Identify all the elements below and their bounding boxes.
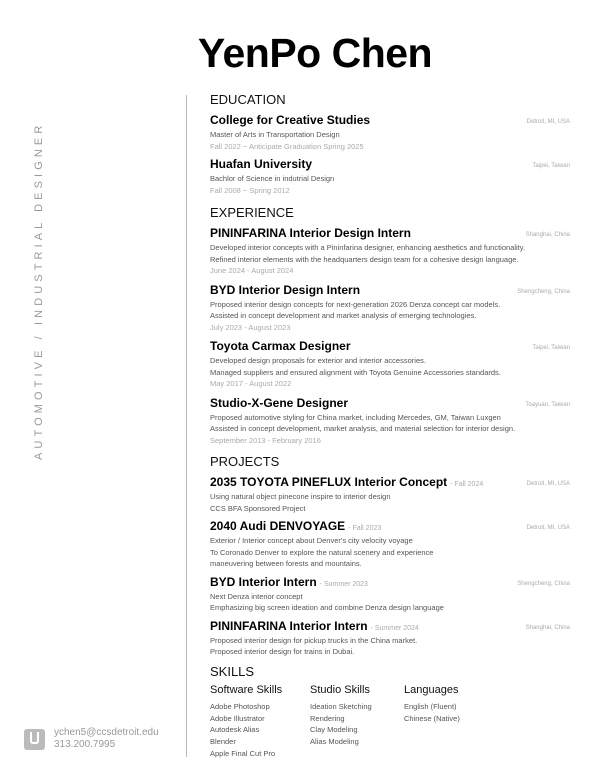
skill-item: English (Fluent): [404, 702, 457, 711]
entry-term: - Fall 2024: [450, 481, 484, 488]
tagline: AUTOMOTIVE / INDUSTRIAL DESIGNER: [33, 121, 45, 460]
entry-description: CCS BFA Sponsored Project: [210, 503, 306, 513]
skill-item: Apple Final Cut Pro: [210, 748, 276, 758]
experience-entry: [210, 338, 570, 390]
projects-entry: [210, 618, 570, 658]
entry-description: Developed design proposals for exterior and interior accessories.: [210, 356, 426, 365]
section-heading: EXPERIENCE: [210, 205, 294, 220]
projects-entry: [210, 474, 570, 514]
projects-entry: [210, 574, 570, 614]
skill-item: Blender: [210, 737, 236, 747]
phone-text: 313.200.7995: [54, 739, 116, 750]
entry-location: Shengcheng, China: [517, 580, 570, 587]
skills-column-title: Studio Skills: [310, 684, 370, 696]
entry-date: Fall 2022 ~ Anticipate Graduation Spring 2025: [210, 141, 364, 151]
entry-title: [210, 338, 570, 355]
entry-location: Taipei, Taiwan: [532, 163, 570, 169]
section-heading: SKILLS: [210, 664, 255, 679]
entry-description: Developed interior concepts with a Pininfarina designer, enhancing aesthetics and functionality.: [210, 243, 526, 252]
entry-term: - Summer 2024: [370, 624, 419, 632]
entry-date: September 2013 - February 2016: [210, 435, 321, 445]
skills-column: [210, 683, 310, 760]
skill-item: Clay Modeling: [310, 725, 358, 735]
experience-entry: [210, 395, 570, 447]
entry-title: [210, 618, 570, 635]
entry-title: [210, 112, 570, 129]
entry-title-text: Studio-X-Gene Designer: [210, 395, 349, 410]
entry-title-text: BYD Interior Intern: [210, 574, 317, 589]
section-heading: PROJECTS: [210, 454, 280, 469]
education-section: [210, 91, 570, 196]
skills-column-title: Languages: [404, 684, 459, 696]
entry-title-text: College for Creative Studies: [210, 113, 371, 127]
entry-title: [210, 156, 570, 173]
entry-location: Detroit, MI, USA: [526, 119, 570, 125]
entry-title: [210, 574, 570, 591]
projects-entry: [210, 518, 570, 570]
entry-date: July 2023 - August 2023: [210, 322, 291, 332]
entry-description: Master of Arts in Transportation Design: [210, 130, 340, 139]
entry-term: - Fall 2023: [348, 525, 382, 532]
entry-description: Refined interior elements with the headquarters design team for a cohesive design language.: [210, 254, 519, 264]
entry-description: Proposed automotive styling for China market, including Mercedes, GM, Taiwan Luxgen: [210, 412, 501, 422]
skill-item: Adobe Illustrator: [210, 713, 265, 723]
entry-title-text: 2035 TOYOTA PINEFLUX Interior Concept: [210, 475, 448, 489]
experience-section: [210, 204, 570, 446]
skill-item: Ideation Sketching: [310, 702, 372, 711]
skills-column: [404, 683, 484, 760]
skill-item: Alias Modeling: [310, 737, 359, 747]
entry-description: Assisted in concept development and market analysis of emerging technologies.: [210, 311, 477, 320]
skills-column: [310, 683, 404, 760]
email-link[interactable]: ychen5@ccsdetroit.edu: [54, 727, 159, 738]
logo-icon: [24, 729, 45, 750]
entry-location: Shengcheng, China: [517, 288, 570, 295]
entry-description: Emphasizing big screen ideation and combine Denza design language: [210, 603, 444, 612]
entry-description: Bachlor of Science in indutrial Design: [210, 174, 335, 183]
entry-title-text: PININFARINA Interior Design Intern: [210, 226, 411, 240]
entry-description: Using natural object pinecone inspire to interior design: [210, 492, 391, 501]
skill-item: Chinese (Native): [404, 713, 460, 723]
skill-item: Adobe Photoshop: [210, 702, 270, 711]
entry-location: Detroit, MI, USA: [526, 525, 570, 531]
entry-description: maneuvering between forests and mountains.: [210, 559, 362, 568]
entry-description: Proposed interior design concepts for next-generation 2026 Denza concept car models.: [210, 299, 501, 309]
education-entry: [210, 156, 570, 196]
entry-title: [210, 518, 570, 535]
experience-entry: [210, 225, 570, 277]
entry-description: Next Denza interior concept: [210, 591, 303, 601]
entry-date: June 2024 - August 2024: [210, 266, 294, 275]
divider: [186, 95, 187, 757]
entry-date: Fall 2008 ~ Spring 2012: [210, 185, 290, 195]
entry-location: Taipei, Taiwan: [532, 345, 570, 351]
entry-date: May 2017 - August 2022: [210, 379, 292, 388]
section-heading: EDUCATION: [210, 92, 286, 107]
entry-title: [210, 474, 570, 491]
entry-location: Detroit, MI, USA: [526, 481, 570, 487]
entry-title-text: PININFARINA Interior Intern: [210, 618, 368, 633]
name-heading: YenPo Chen: [197, 30, 433, 76]
entry-description: To Coronado Denver to explore the natural scenery and experience: [210, 547, 434, 557]
entry-title-text: BYD Interior Design Intern: [210, 282, 361, 297]
education-entry: [210, 112, 570, 152]
entry-description: Proposed interior design for pickup trucks in the China market.: [210, 635, 418, 645]
skills-section: [210, 663, 570, 760]
skills-column-title: Software Skills: [210, 684, 283, 696]
entry-location: Shanghai, China: [525, 232, 570, 238]
entry-description: Exterior / Interior concept about Denver's city velocity voyage: [210, 536, 413, 545]
entry-title-text: Huafan University: [210, 157, 313, 171]
skill-item: Rendering: [310, 713, 345, 723]
entry-location: Shanghai, China: [525, 624, 570, 631]
entry-location: Toayuan, Taiwan: [525, 401, 570, 408]
entry-title-text: 2040 Audi DENVOYAGE: [210, 519, 346, 533]
entry-description: Managed suppliers and ensured alignment with Toyota Genuine Accessories standards.: [210, 367, 501, 377]
contact-block: [24, 727, 159, 751]
skill-item: Autodesk Alias: [210, 725, 260, 735]
entry-term: - Summer 2023: [319, 580, 368, 588]
entry-title: [210, 225, 570, 242]
entry-title: [210, 282, 570, 299]
entry-description: Assisted in concept development, market analysis, and material selection for interior design.: [210, 424, 516, 433]
entry-title-text: Toyota Carmax Designer: [210, 339, 351, 353]
projects-section: [210, 453, 570, 658]
experience-entry: [210, 282, 570, 334]
entry-description: Proposed interior design for trains in Dubai.: [210, 647, 355, 656]
entry-title: [210, 395, 570, 412]
